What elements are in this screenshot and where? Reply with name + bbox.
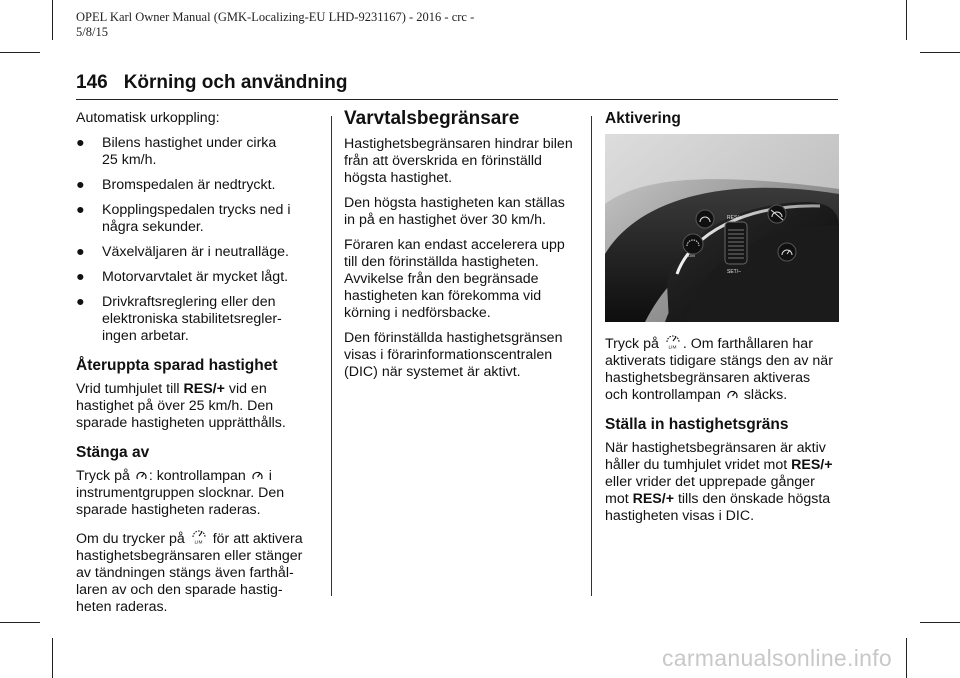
steering-wheel-controls-photo	[605, 134, 839, 322]
text: in på en hastighet över 30 km/h.	[344, 212, 546, 228]
document-meta	[76, 10, 516, 40]
text: hastighetsbegränsaren aktiveras	[605, 370, 811, 386]
text: för att aktivera	[208, 531, 303, 547]
text: mot	[605, 491, 633, 507]
text: vid en	[224, 381, 267, 397]
column-divider	[331, 116, 332, 596]
bullet-text: ingen arbetar.	[102, 328, 189, 344]
svg-text:LIM: LIM	[194, 540, 203, 544]
lim-button-label: LIM	[688, 253, 695, 258]
cruise-control-icon	[252, 470, 263, 482]
text: till den förinställda hastigheten.	[344, 254, 539, 270]
bullet: ●	[76, 202, 85, 218]
bullet: ●	[76, 294, 85, 310]
auto-disengage-intro: Automatisk urkoppling:	[76, 110, 220, 126]
text: Avvikelse från den begränsade	[344, 271, 539, 287]
speed-limiter-icon	[665, 332, 681, 349]
activation-heading: Aktivering	[605, 110, 681, 127]
page-header	[76, 72, 838, 94]
speed-limiter-icon	[191, 527, 207, 544]
text: Föraren kan endast accelerera upp	[344, 237, 565, 253]
column-2	[344, 110, 584, 389]
text: släcks.	[739, 387, 788, 403]
set-limit-heading: Ställa in hastighetsgräns	[605, 416, 789, 433]
page-number: 146	[76, 72, 108, 93]
bullet-text: Drivkraftsreglering eller den	[102, 294, 276, 310]
list-item	[76, 177, 324, 194]
text: Den högsta hastigheten kan ställas	[344, 195, 565, 211]
column-divider	[591, 116, 592, 596]
crop-mark	[920, 52, 960, 53]
meta-line: OPEL Karl Owner Manual (GMK-Localizing-EU LHD-9231167) - 2016 - crc -	[76, 10, 475, 24]
key-label: RES/+	[632, 491, 674, 507]
crop-mark	[52, 638, 53, 678]
text: Hastighetsbegränsaren hindrar bilen	[344, 136, 573, 152]
meta-date: 5/8/15	[76, 25, 108, 39]
bullet-text: 25 km/h.	[102, 152, 157, 168]
bullet: ●	[76, 269, 85, 285]
text: : kontrollampan	[148, 468, 250, 484]
activation-paragraph	[605, 332, 845, 404]
bullet-text: Kopplingspedalen trycks ned i	[102, 202, 291, 218]
bullet-text: Bilens hastighet under cirka	[102, 135, 277, 151]
bullet: ●	[76, 244, 85, 260]
text: heten raderas.	[76, 599, 168, 615]
limiter-paragraph-3	[344, 237, 584, 322]
text: . Om farthållaren har	[682, 336, 813, 352]
text: laren av och den sparade hastig-	[76, 582, 283, 598]
column-1	[76, 110, 324, 624]
bullet-text: elektroniska stabilitetsregler-	[102, 311, 282, 327]
bullet-text: Bromspedalen är nedtryckt.	[102, 177, 276, 193]
crop-mark	[0, 622, 40, 623]
text: visas i förarinformationscentralen	[344, 347, 553, 363]
limiter-heading: Varvtalsbegränsare	[344, 108, 520, 129]
bullet: ●	[76, 135, 85, 151]
off-paragraph-2	[76, 527, 324, 616]
list-item	[76, 294, 324, 345]
set-limit-paragraph	[605, 440, 845, 525]
text: Om du trycker på	[76, 531, 189, 547]
text: hastighet på över 25 km/h. Den	[76, 398, 274, 414]
set-label: SET/–	[727, 269, 741, 275]
text: sparade hastigheten raderas.	[76, 502, 261, 518]
crop-mark	[906, 638, 907, 678]
text: i	[264, 468, 272, 484]
crop-mark	[52, 0, 53, 40]
text: och kontrollampan	[605, 387, 725, 403]
text: av tändningen stängs även farthål-	[76, 565, 294, 581]
text: (DIC) när systemet är aktivt.	[344, 364, 521, 380]
limiter-paragraph-1	[344, 136, 584, 187]
crop-mark	[0, 52, 40, 53]
column-3	[605, 110, 845, 533]
limiter-paragraph-4	[344, 330, 584, 381]
resume-paragraph	[76, 381, 324, 432]
text: Tryck på	[76, 468, 134, 484]
text: aktiverats tidigare stängs den av när	[605, 353, 833, 369]
text: Vrid tumhjulet till	[76, 381, 184, 397]
key-label: RES/+	[791, 457, 833, 473]
crop-mark	[906, 0, 907, 40]
text: högsta hastighet.	[344, 170, 453, 186]
text: hastigheten kan förekomma vid	[344, 288, 542, 304]
bullet-text: Motorvarvtalet är mycket lågt.	[102, 269, 289, 285]
crop-mark	[920, 622, 960, 623]
off-heading: Stänga av	[76, 444, 150, 461]
text: instrumentgruppen slocknar. Den	[76, 485, 285, 501]
list-item	[76, 202, 324, 236]
text: hastigheten visas i DIC.	[605, 508, 755, 524]
res-label: RES/+	[727, 215, 742, 221]
text: När hastighetsbegränsaren är aktiv	[605, 440, 826, 456]
list-item	[76, 135, 324, 169]
bullet-text: Växelväljaren är i neutralläge.	[102, 244, 289, 260]
text: tills den önskade högsta	[674, 491, 831, 507]
bullet-text: några sekunder.	[102, 219, 204, 235]
section-title: Körning och användning	[123, 72, 348, 93]
svg-text:LIM: LIM	[668, 345, 677, 349]
text: sparade hastigheten upprätthålls.	[76, 415, 286, 431]
cruise-control-icon	[136, 470, 147, 482]
off-paragraph-1	[76, 468, 324, 519]
limiter-paragraph-2	[344, 195, 584, 229]
text: eller vrider det upprepade gånger	[605, 474, 815, 490]
text: körning i nedförsbacke.	[344, 305, 491, 321]
key-label: RES/+	[183, 381, 225, 397]
watermark: carmanualsonline.info	[661, 645, 892, 671]
text: Tryck på	[605, 336, 663, 352]
text: hastighetsbegränsaren eller stänger	[76, 548, 303, 564]
bullet: ●	[76, 177, 85, 193]
resume-heading: Återuppta sparad hastighet	[76, 357, 278, 374]
cruise-control-icon	[727, 389, 738, 401]
text: Den förinställda hastighetsgränsen	[344, 330, 563, 346]
list-item	[76, 269, 324, 286]
list-item	[76, 244, 324, 261]
text: från att överskrida en förinställd	[344, 153, 542, 169]
header-rule	[76, 99, 838, 100]
text: håller du tumhjulet vridet mot	[605, 457, 792, 473]
